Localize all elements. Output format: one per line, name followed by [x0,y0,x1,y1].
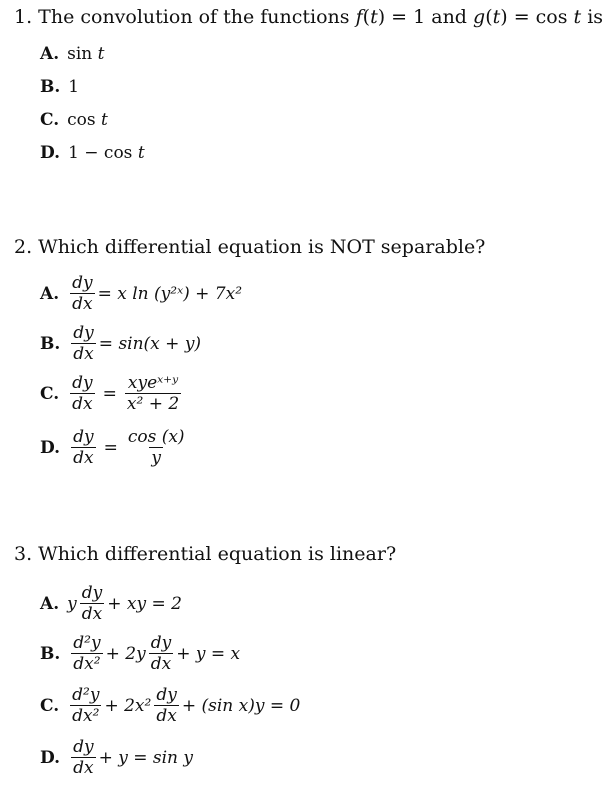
question-2-text: 2. Which differential equation is NOT separable? [14,236,486,258]
q1-option-d[interactable] [40,143,145,163]
q1-option-b[interactable] [40,77,79,97]
q3-option-d[interactable] [40,738,193,777]
option-expression: 1 − cos t [68,143,145,163]
option-expression: $\frac{\text{d²y}}{\text{dx²}}$ + 2x² $\frac{dy}{dx}$ + (sin x)y = 0 [72,685,301,726]
q2-option-a[interactable] [40,274,242,313]
option-letter: B. [40,643,61,664]
option-expression: y $\frac{dy}{dx}$ + xy = 2 [67,583,182,624]
option-expression: $\frac{\text{d²y}}{\text{dx²}}$ + 2y $\frac{dy}{dx}$ + y = x [73,633,241,674]
option-expression: sin t [67,44,105,64]
option-letter: D. [40,437,61,458]
option-letter: C. [40,695,60,716]
q3-option-a[interactable] [40,584,182,623]
option-letter: A. [40,44,60,64]
q1-option-c[interactable] [40,110,108,130]
q3-option-b[interactable] [40,634,240,673]
option-expression: $\frac{dy}{dx}$ = $\frac{\text{xyeˣ⁺ʸ}}{\text{x² + 2}}$ [72,373,180,414]
option-letter: C. [40,110,60,130]
q2-option-b[interactable] [40,324,201,363]
option-letter: B. [40,333,61,354]
option-letter: A. [40,283,60,304]
option-expression: cos t [67,110,108,130]
option-letter: B. [40,77,61,97]
q1-option-a[interactable] [40,44,104,64]
option-expression: 1 [68,77,80,97]
question-1-text: 1. The convolution of the functions f(t) = 1 and g(t) = cos t is [14,6,603,28]
option-letter: D. [40,747,61,768]
option-expression: $\frac{dy}{dx}$ + y = sin y [73,737,193,778]
option-letter: A. [40,593,60,614]
option-expression: $\frac{dy}{dx}$ = sin(x + y) [73,323,202,364]
q2-option-c[interactable] [40,374,184,413]
option-letter: D. [40,143,61,163]
question-3-text: 3. Which differential equation is linear? [14,543,397,565]
q2-option-d[interactable] [40,428,190,467]
option-letter: C. [40,383,60,404]
option-expression: $\frac{dy}{dx}$ = x ln (y²ˣ) + 7x² [72,273,243,314]
option-expression: $\frac{dy}{dx}$ = $\frac{\cos (x)}{y}$ [73,427,185,468]
q3-option-c[interactable] [40,686,300,725]
